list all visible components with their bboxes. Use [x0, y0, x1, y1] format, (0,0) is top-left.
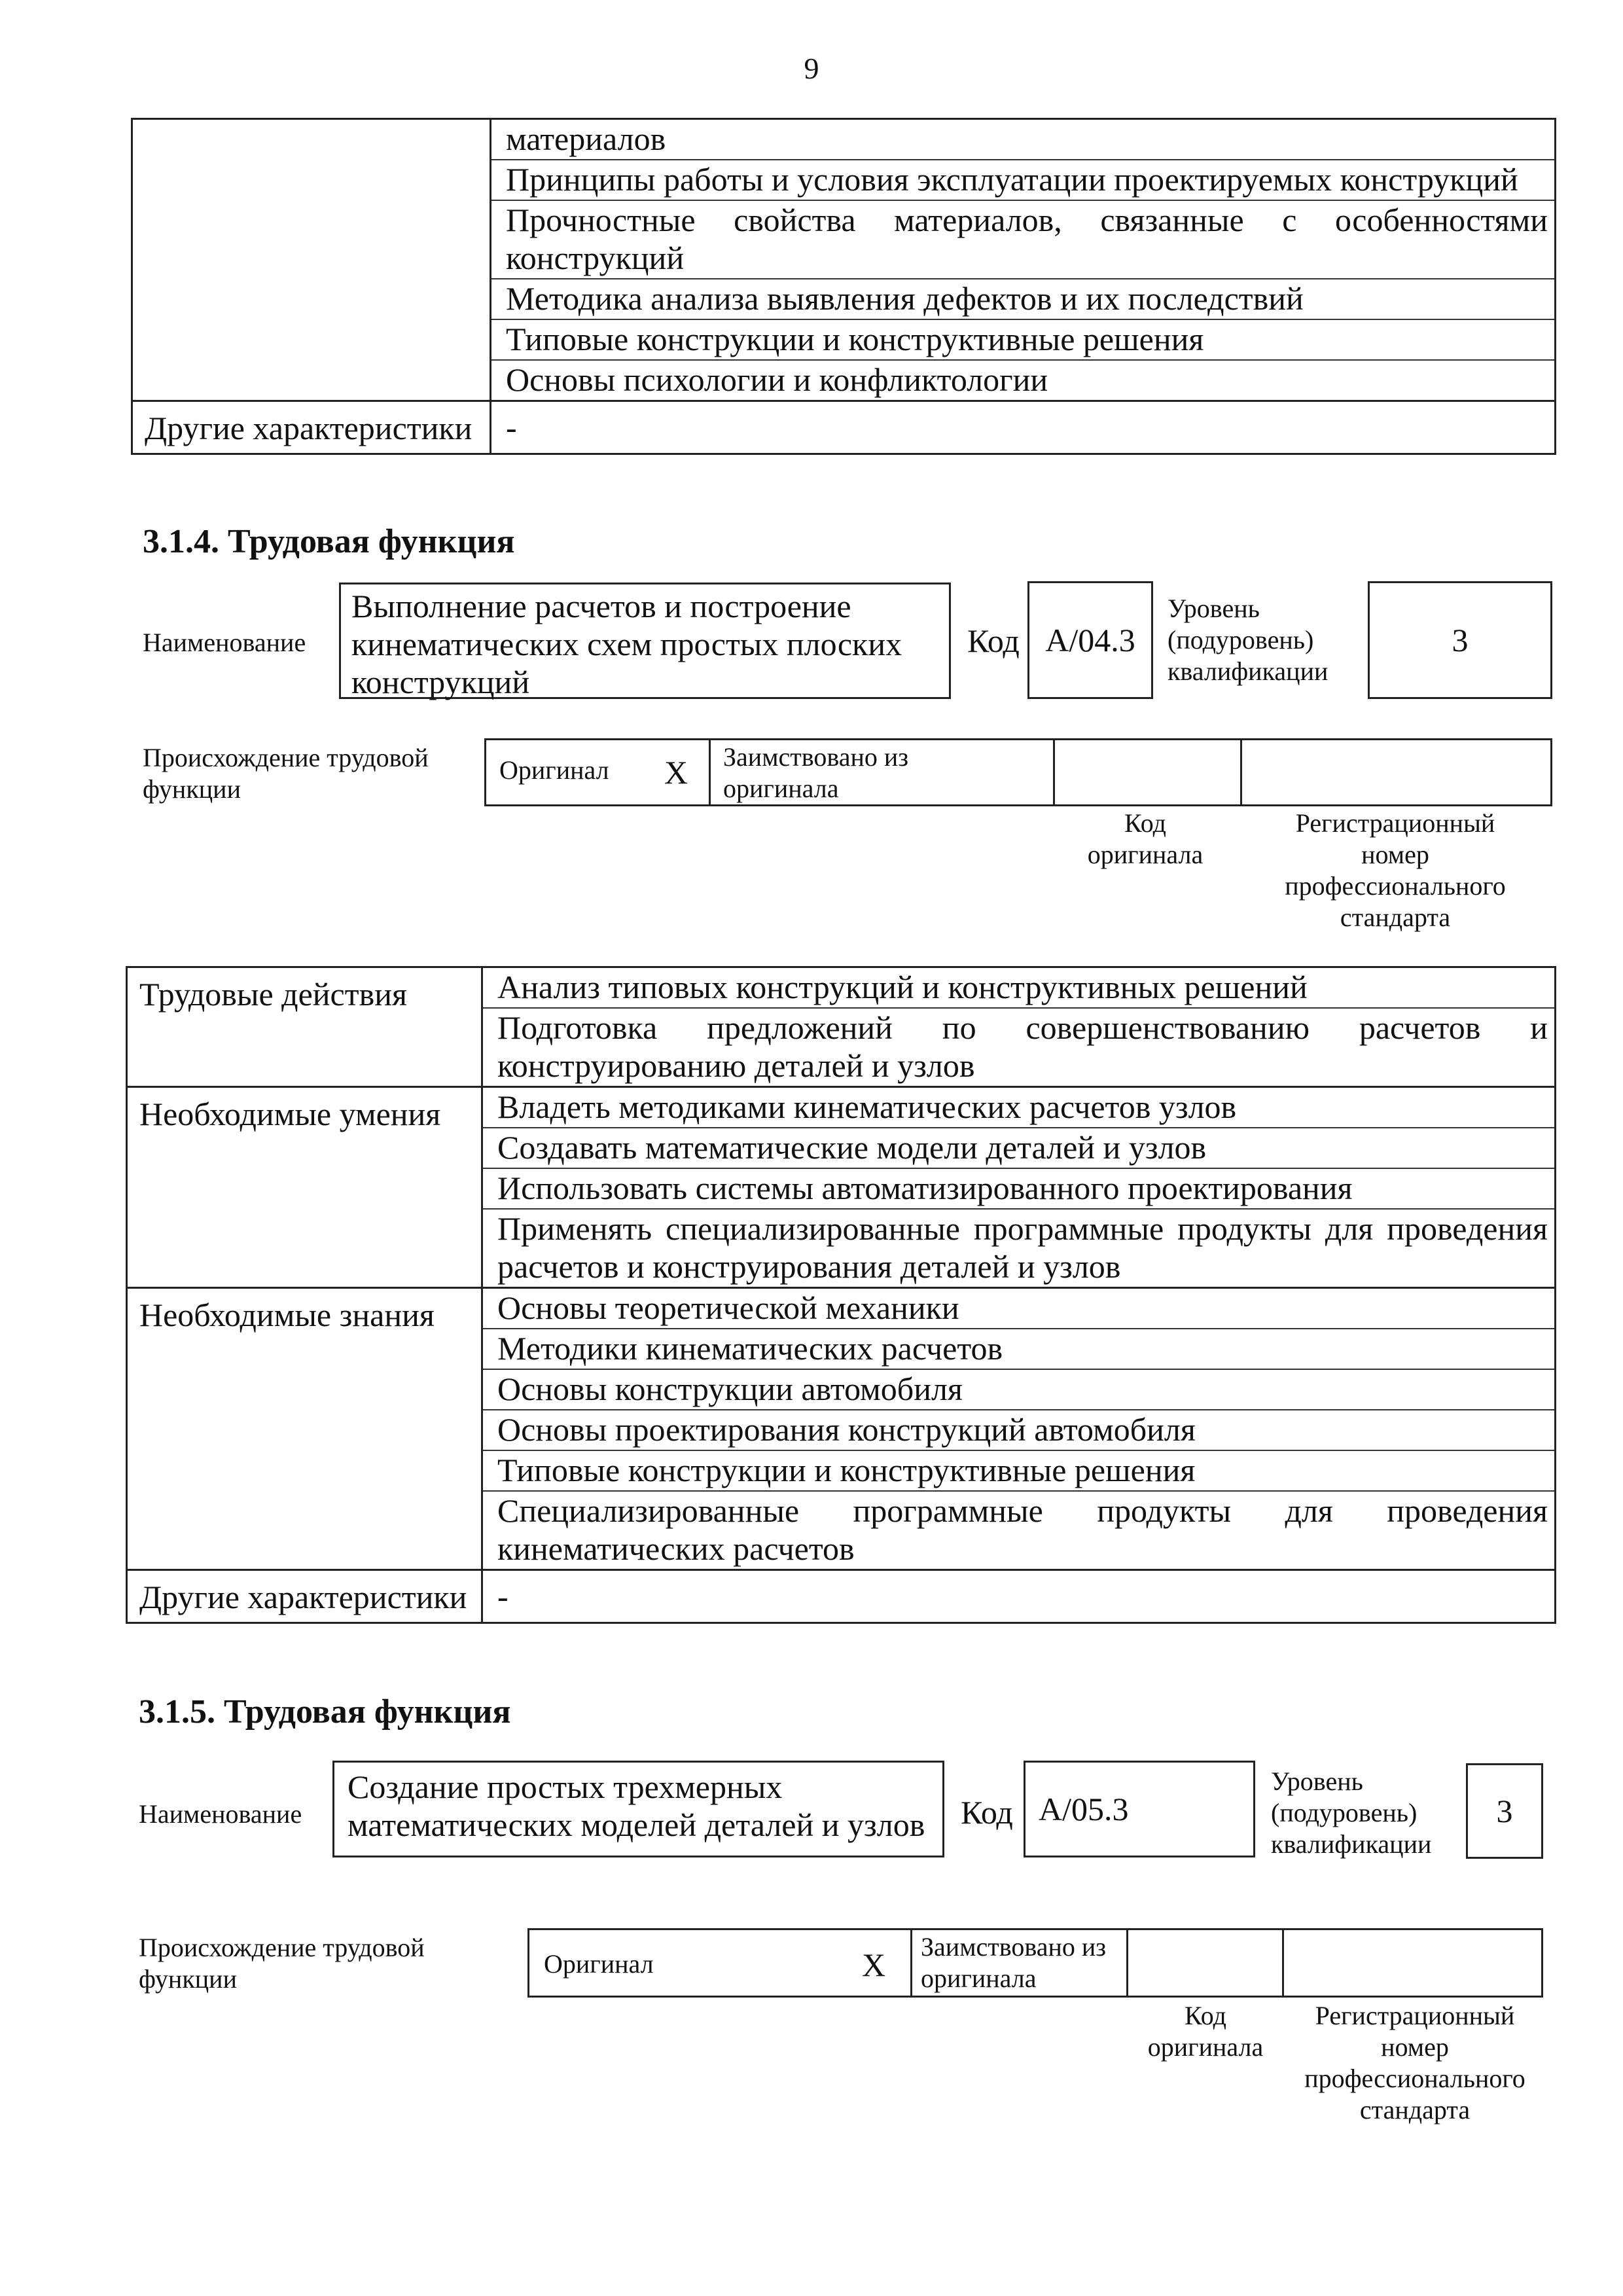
origin-table	[527, 1928, 1543, 1998]
name-label: Наименование	[139, 1799, 302, 1829]
code-value-box: А/04.3	[1027, 581, 1153, 699]
borrowed-label: Заимствовано из оригинала	[723, 742, 909, 803]
original-mark: Х	[664, 754, 688, 791]
list-item: Использовать системы автоматизированного проектирования	[483, 1169, 1554, 1210]
knowledge-continuation-table	[131, 118, 1556, 455]
code-original-caption: Код оригинала	[1147, 2001, 1264, 2062]
skills-list	[482, 1087, 1556, 1288]
code-label: Код	[967, 622, 1020, 659]
original-label: Оригинал	[499, 755, 609, 785]
origin-table	[484, 738, 1552, 806]
list-item: Основы конструкции автомобиля	[483, 1370, 1554, 1410]
reg-number-caption: Регистрационный номер профессионального стандарта	[1285, 808, 1506, 932]
labor-actions-label: Трудовые действия	[127, 967, 482, 1087]
level-value-box: 3	[1368, 581, 1552, 699]
level-label: Уровень (подуровень) квалификации	[1168, 594, 1329, 686]
list-item: Методика анализа выявления дефектов и их последствий	[491, 279, 1554, 320]
reg-number-caption: Регистрационный номер профессионального стандарта	[1304, 2001, 1525, 2125]
list-item: Специализированные программные продукты для проведения кинематических расчетов	[497, 1492, 1548, 1567]
knowledge-list	[491, 119, 1556, 401]
function-name-box: Выполнение расчетов и построение кинематических схем простых плоских конструкций	[339, 583, 951, 699]
list-item: Применять специализированные программные продукты для проведения расчетов и конструирования деталей и узлов	[497, 1210, 1548, 1285]
knowledge-list	[482, 1288, 1556, 1570]
list-item: материалов	[491, 120, 1554, 160]
list-item: Основы теоретической механики	[483, 1289, 1554, 1329]
empty-label-cell	[132, 119, 491, 401]
list-item: Типовые конструкции и конструктивные решения	[491, 320, 1554, 361]
list-item: Прочностные свойства материалов, связанные с особенностями конструкций	[491, 201, 1554, 279]
other-characteristics-label: Другие характеристики	[132, 401, 491, 454]
list-item: Анализ типовых конструкций и конструктивных решений	[483, 968, 1554, 1009]
code-label: Код	[961, 1794, 1013, 1831]
page-number: 9	[804, 52, 819, 85]
code-value-box: А/05.3	[1024, 1761, 1255, 1857]
list-item: Основы проектирования конструкций автомобиля	[483, 1410, 1554, 1451]
borrowed-label: Заимствовано из оригинала	[921, 1932, 1107, 1993]
name-label: Наименование	[143, 628, 306, 657]
list-item: Основы психологии и конфликтологии	[506, 361, 1048, 398]
origin-label: Происхождение трудовой функции	[139, 1933, 425, 1994]
list-item: Принципы работы и условия эксплуатации проектируемых конструкций	[491, 160, 1554, 201]
knowledge-label: Необходимые знания	[127, 1288, 482, 1570]
original-label: Оригинал	[544, 1949, 654, 1979]
list-item: Подготовка предложений по совершенствованию расчетов и конструированию деталей и узлов	[497, 1009, 1548, 1084]
code-original-caption: Код оригинала	[1087, 808, 1204, 869]
labor-function-details-table	[126, 966, 1556, 1624]
labor-actions-list	[482, 967, 1556, 1087]
list-item: Создавать математические модели деталей и узлов	[483, 1128, 1554, 1169]
other-characteristics-label: Другие характеристики	[127, 1570, 482, 1623]
level-value-box: 3	[1466, 1763, 1543, 1859]
list-item: Владеть методиками кинематических расчетов узлов	[483, 1088, 1554, 1128]
section-heading-314: 3.1.4. Трудовая функция	[143, 523, 515, 560]
list-item: Типовые конструкции и конструктивные решения	[483, 1451, 1554, 1492]
other-characteristics-value: -	[491, 401, 1556, 454]
level-label: Уровень (подуровень) квалификации	[1271, 1767, 1432, 1859]
origin-label: Происхождение трудовой функции	[143, 743, 429, 804]
section-heading-315: 3.1.5. Трудовая функция	[139, 1693, 511, 1731]
original-mark: Х	[862, 1946, 886, 1983]
skills-label: Необходимые умения	[127, 1087, 482, 1288]
other-characteristics-value: -	[482, 1570, 1556, 1623]
list-item: Методики кинематических расчетов	[483, 1329, 1554, 1370]
function-name-box: Создание простых трехмерных математических моделей деталей и узлов	[332, 1761, 944, 1857]
